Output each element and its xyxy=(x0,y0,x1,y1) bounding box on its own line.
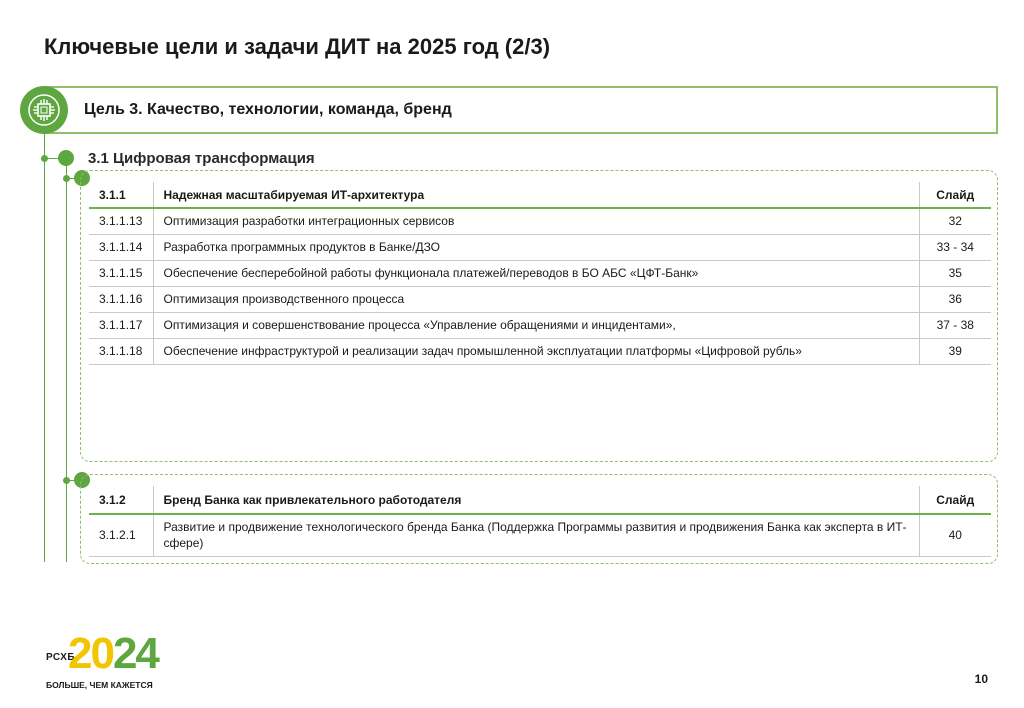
company-logo xyxy=(46,629,166,692)
tree-branch-table-2 xyxy=(66,480,78,481)
table-row xyxy=(89,514,991,556)
tree-branch-table-1 xyxy=(66,178,78,179)
tree-line-main xyxy=(44,134,45,562)
logo-tagline: БОЛЬШЕ, ЧЕМ КАЖЕТСЯ xyxy=(46,680,153,690)
table-row xyxy=(89,208,991,234)
tasks-table-1 xyxy=(89,182,991,365)
logo-year: 2024 xyxy=(68,629,158,678)
header-code: 3.1.1 xyxy=(89,182,153,208)
chip-icon xyxy=(20,86,68,134)
goal-title: Цель 3. Качество, технологии, команда, бренд xyxy=(84,101,452,118)
row-name: Оптимизация и совершенствование процесса «Управление обращениями и инцидентами», xyxy=(153,312,919,338)
row-code: 3.1.1.16 xyxy=(89,286,153,312)
header-name: Бренд Банка как привлекательного работодателя xyxy=(153,486,919,514)
row-code: 3.1.1.17 xyxy=(89,312,153,338)
table-row xyxy=(89,260,991,286)
row-code: 3.1.2.1 xyxy=(89,514,153,556)
tree-node-small xyxy=(41,155,48,162)
section-title: 3.1 Цифровая трансформация xyxy=(88,150,315,167)
row-slide: 33 - 34 xyxy=(919,234,991,260)
table-row xyxy=(89,286,991,312)
row-name: Оптимизация разработки интеграционных сервисов xyxy=(153,208,919,234)
table-header-row xyxy=(89,182,991,208)
table-row xyxy=(89,234,991,260)
logo-brand: РСХБ xyxy=(46,652,76,663)
tree-line-sub xyxy=(66,166,67,562)
row-code: 3.1.1.15 xyxy=(89,260,153,286)
header-code: 3.1.2 xyxy=(89,486,153,514)
table-header-row xyxy=(89,486,991,514)
row-slide: 37 - 38 xyxy=(919,312,991,338)
tree-node-section xyxy=(58,150,74,166)
row-name: Развитие и продвижение технологического бренда Банка (Поддержка Программы развития и продвижения Банка как эксперта в ИТ-сфере) xyxy=(153,514,919,556)
row-code: 3.1.1.14 xyxy=(89,234,153,260)
row-slide: 36 xyxy=(919,286,991,312)
table-row xyxy=(89,338,991,364)
row-slide: 39 xyxy=(919,338,991,364)
row-slide: 35 xyxy=(919,260,991,286)
row-name: Обеспечение инфраструктурой и реализации задач промышленной эксплуатации платформы «Цифровой рубль» xyxy=(153,338,919,364)
row-slide: 40 xyxy=(919,514,991,556)
row-name: Обеспечение бесперебойной работы функционала платежей/переводов в БО АБС «ЦФТ-Банк» xyxy=(153,260,919,286)
header-name: Надежная масштабируемая ИТ-архитектура xyxy=(153,182,919,208)
page-number: 10 xyxy=(974,672,988,686)
row-code: 3.1.1.18 xyxy=(89,338,153,364)
page-title: Ключевые цели и задачи ДИТ на 2025 год (2/3) xyxy=(44,34,551,59)
row-code: 3.1.1.13 xyxy=(89,208,153,234)
table-row xyxy=(89,312,991,338)
row-slide: 32 xyxy=(919,208,991,234)
row-name: Оптимизация производственного процесса xyxy=(153,286,919,312)
header-slide: Слайд xyxy=(919,182,991,208)
header-slide: Слайд xyxy=(919,486,991,514)
row-name: Разработка программных продуктов в Банке/ДЗО xyxy=(153,234,919,260)
tasks-table-2 xyxy=(89,486,991,557)
